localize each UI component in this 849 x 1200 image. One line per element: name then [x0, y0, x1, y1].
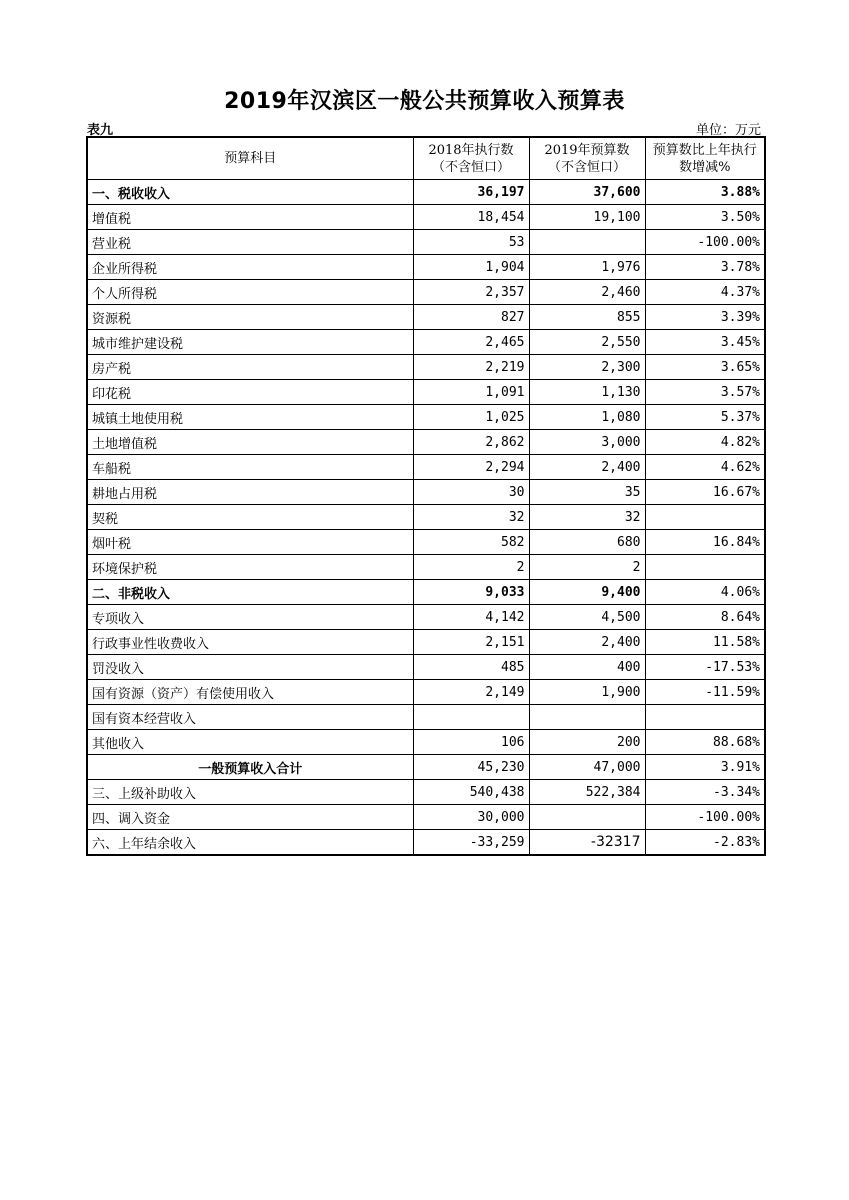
- row-exec-2018: 2,151: [413, 630, 529, 655]
- row-change-pct: 4.82%: [645, 430, 765, 455]
- row-exec-2018: 1,025: [413, 405, 529, 430]
- table-row: [87, 230, 765, 255]
- row-exec-2018: 9,033: [413, 580, 529, 605]
- row-change-pct: [645, 505, 765, 530]
- row-exec-2018: 1,091: [413, 380, 529, 405]
- row-exec-2018: 18,454: [413, 205, 529, 230]
- row-budget-2019: 2,550: [529, 330, 645, 355]
- table-row: [87, 480, 765, 505]
- table-row: [87, 180, 765, 205]
- row-subject: 车船税: [87, 455, 413, 480]
- row-subject: 城市维护建设税: [87, 330, 413, 355]
- budget-table: [86, 136, 766, 856]
- row-subject: 六、上年结余收入: [87, 830, 413, 856]
- row-budget-2019: 2,400: [529, 630, 645, 655]
- row-change-pct: 8.64%: [645, 605, 765, 630]
- row-budget-2019: 200: [529, 730, 645, 755]
- row-exec-2018: 4,142: [413, 605, 529, 630]
- row-budget-2019: 2,400: [529, 455, 645, 480]
- row-change-pct: 16.84%: [645, 530, 765, 555]
- row-change-pct: 11.58%: [645, 630, 765, 655]
- row-exec-2018: 32: [413, 505, 529, 530]
- row-change-pct: 3.91%: [645, 755, 765, 780]
- row-budget-2019: 400: [529, 655, 645, 680]
- row-subject: 国有资源（资产）有偿使用收入: [87, 680, 413, 705]
- table-number: 表九: [87, 123, 114, 138]
- row-change-pct: -11.59%: [645, 680, 765, 705]
- row-exec-2018: 2,357: [413, 280, 529, 305]
- table-row: [87, 280, 765, 305]
- row-subject: 印花税: [87, 380, 413, 405]
- row-change-pct: 88.68%: [645, 730, 765, 755]
- row-budget-2019: 9,400: [529, 580, 645, 605]
- table-row: [87, 205, 765, 230]
- row-exec-2018: 106: [413, 730, 529, 755]
- table-row: [87, 780, 765, 805]
- row-exec-2018: 2: [413, 555, 529, 580]
- row-subject: 烟叶税: [87, 530, 413, 555]
- table-row: [87, 305, 765, 330]
- row-change-pct: -3.34%: [645, 780, 765, 805]
- row-change-pct: 4.37%: [645, 280, 765, 305]
- row-change-pct: 4.62%: [645, 455, 765, 480]
- table-row: [87, 830, 765, 856]
- row-subject: 三、上级补助收入: [87, 780, 413, 805]
- row-exec-2018: 1,904: [413, 255, 529, 280]
- table-row: [87, 255, 765, 280]
- row-subject: 增值税: [87, 205, 413, 230]
- unit-label: 单位：万元: [695, 123, 761, 138]
- row-exec-2018: 2,862: [413, 430, 529, 455]
- header-change-pct: 预算数比上年执行数增减%: [645, 137, 765, 180]
- row-exec-2018: 2,149: [413, 680, 529, 705]
- row-budget-2019: 3,000: [529, 430, 645, 455]
- row-subject: 城镇土地使用税: [87, 405, 413, 430]
- row-change-pct: 3.65%: [645, 355, 765, 380]
- table-row: [87, 705, 765, 730]
- row-subject: 资源税: [87, 305, 413, 330]
- table-row: [87, 680, 765, 705]
- table-row: [87, 455, 765, 480]
- row-budget-2019: 522,384: [529, 780, 645, 805]
- row-change-pct: 3.88%: [645, 180, 765, 205]
- row-subject: 罚没收入: [87, 655, 413, 680]
- row-exec-2018: 36,197: [413, 180, 529, 205]
- row-subject: 营业税: [87, 230, 413, 255]
- row-exec-2018: 53: [413, 230, 529, 255]
- row-exec-2018: 45,230: [413, 755, 529, 780]
- row-exec-2018: 30: [413, 480, 529, 505]
- row-change-pct: -2.83%: [645, 830, 765, 856]
- header-exec-2018: 2018年执行数（不含恒口）: [413, 137, 529, 180]
- row-budget-2019: 47,000: [529, 755, 645, 780]
- row-budget-2019: 37,600: [529, 180, 645, 205]
- row-budget-2019: [529, 805, 645, 830]
- row-change-pct: 5.37%: [645, 405, 765, 430]
- row-change-pct: 3.78%: [645, 255, 765, 280]
- table-row: [87, 530, 765, 555]
- row-exec-2018: 827: [413, 305, 529, 330]
- row-change-pct: 4.06%: [645, 580, 765, 605]
- row-subject: 行政事业性收费收入: [87, 630, 413, 655]
- row-change-pct: 3.45%: [645, 330, 765, 355]
- table-row: [87, 355, 765, 380]
- table-row: [87, 605, 765, 630]
- table-row: [87, 755, 765, 780]
- row-budget-2019: 1,130: [529, 380, 645, 405]
- table-row: [87, 555, 765, 580]
- table-header-row: [87, 137, 765, 180]
- row-exec-2018: 2,219: [413, 355, 529, 380]
- row-exec-2018: -33,259: [413, 830, 529, 856]
- table-row: [87, 655, 765, 680]
- row-change-pct: [645, 555, 765, 580]
- row-budget-2019: 1,976: [529, 255, 645, 280]
- row-subject: 个人所得税: [87, 280, 413, 305]
- row-exec-2018: 582: [413, 530, 529, 555]
- table-row: [87, 380, 765, 405]
- row-budget-2019: 2: [529, 555, 645, 580]
- row-budget-2019: 2,460: [529, 280, 645, 305]
- row-budget-2019: 2,300: [529, 355, 645, 380]
- row-subject: 四、调入资金: [87, 805, 413, 830]
- table-row: [87, 805, 765, 830]
- row-exec-2018: 30,000: [413, 805, 529, 830]
- row-budget-2019: 855: [529, 305, 645, 330]
- row-subject: 国有资本经营收入: [87, 705, 413, 730]
- row-change-pct: 3.57%: [645, 380, 765, 405]
- row-change-pct: -17.53%: [645, 655, 765, 680]
- table-row: [87, 405, 765, 430]
- row-subject: 耕地占用税: [87, 480, 413, 505]
- row-budget-2019: [529, 705, 645, 730]
- row-subject: 一、税收收入: [87, 180, 413, 205]
- row-exec-2018: 485: [413, 655, 529, 680]
- row-budget-2019: 4,500: [529, 605, 645, 630]
- row-budget-2019: 1,080: [529, 405, 645, 430]
- table-row: [87, 630, 765, 655]
- header-subject: 预算科目: [87, 137, 413, 180]
- row-change-pct: [645, 705, 765, 730]
- row-subject: 其他收入: [87, 730, 413, 755]
- row-change-pct: -100.00%: [645, 805, 765, 830]
- row-subject: 房产税: [87, 355, 413, 380]
- row-exec-2018: 540,438: [413, 780, 529, 805]
- row-budget-2019: [529, 230, 645, 255]
- page-title: 2019年汉滨区一般公共预算收入预算表: [224, 89, 625, 114]
- row-change-pct: 16.67%: [645, 480, 765, 505]
- row-subject: 土地增值税: [87, 430, 413, 455]
- row-subject: 企业所得税: [87, 255, 413, 280]
- row-budget-2019: 19,100: [529, 205, 645, 230]
- row-subject-total: 一般预算收入合计: [87, 755, 413, 780]
- table-row: [87, 505, 765, 530]
- row-exec-2018: [413, 705, 529, 730]
- row-subject: 二、非税收入: [87, 580, 413, 605]
- row-subject: 契税: [87, 505, 413, 530]
- row-subject: 环境保护税: [87, 555, 413, 580]
- row-change-pct: 3.50%: [645, 205, 765, 230]
- row-budget-2019: -32317: [529, 830, 645, 856]
- row-subject: 专项收入: [87, 605, 413, 630]
- table-row: [87, 730, 765, 755]
- row-budget-2019: 32: [529, 505, 645, 530]
- row-budget-2019: 35: [529, 480, 645, 505]
- table-row: [87, 580, 765, 605]
- table-row: [87, 430, 765, 455]
- row-budget-2019: 1,900: [529, 680, 645, 705]
- row-budget-2019: 680: [529, 530, 645, 555]
- row-change-pct: 3.39%: [645, 305, 765, 330]
- table-row: [87, 330, 765, 355]
- row-exec-2018: 2,294: [413, 455, 529, 480]
- header-budget-2019: 2019年预算数（不含恒口）: [529, 137, 645, 180]
- row-exec-2018: 2,465: [413, 330, 529, 355]
- row-change-pct: -100.00%: [645, 230, 765, 255]
